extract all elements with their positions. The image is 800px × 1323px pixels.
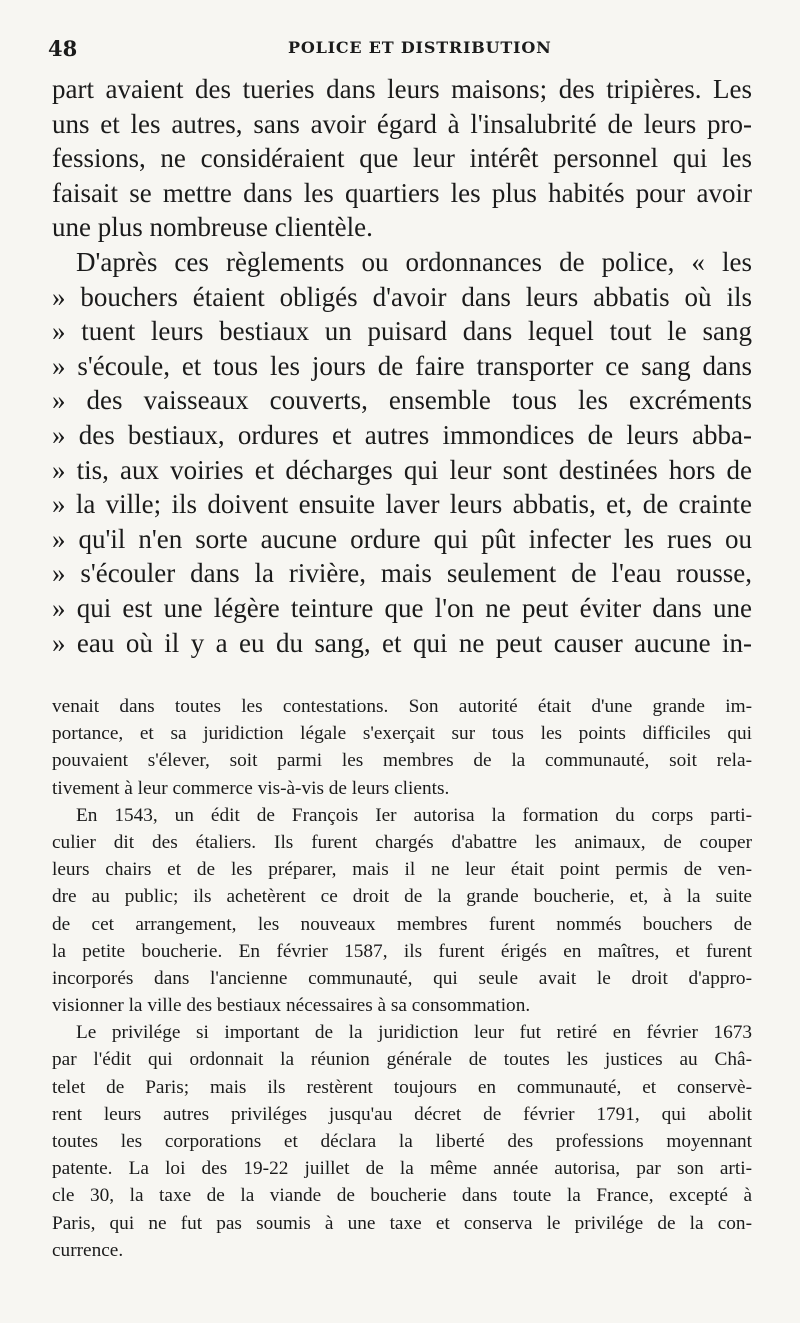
note-line: incorporés dans l'ancienne communauté, qui seule avait le droit d'appro- <box>52 967 752 989</box>
page-header <box>48 36 768 66</box>
text-line: » qui est une légère teinture que l'on ne peut éviter dans une <box>52 592 752 623</box>
note-line: En 1543, un édit de François Ier autorisa la formation du corps parti- <box>76 804 752 826</box>
note-line: culier dit des étaliers. Ils furent chargés d'abattre les animaux, de couper <box>52 831 752 853</box>
text-line: » bouchers étaient obligés d'avoir dans leurs abbatis où ils <box>52 281 752 312</box>
running-head: POLICE ET DISTRIBUTION <box>288 38 552 57</box>
note-line: Le privilége si important de la juridiction leur fut retiré en février 1673 <box>76 1022 752 1044</box>
note-line: toutes les corporations et déclara la liberté des professions moyennant <box>52 1131 752 1152</box>
text-line: » eau où il y a eu du sang, et qui ne peut causer aucune in- <box>52 627 752 658</box>
main-text <box>52 72 752 660</box>
text-line: » des bestiaux, ordures et autres immondices de leurs abba- <box>52 419 752 450</box>
text-line: part avaient des tueries dans leurs maisons; des tripières. Les <box>52 74 752 104</box>
note-line: tivement à leur commerce vis-à-vis de leurs clients. <box>52 777 450 799</box>
note-line: de cet arrangement, les nouveaux membres furent nommés bouchers de <box>52 913 752 935</box>
text-line: D'après ces règlements ou ordonnances de police, « les <box>76 246 752 277</box>
text-line: faisait se mettre dans les quartiers les plus habités pour avoir <box>52 177 752 208</box>
text-line: une plus nombreuse clientèle. <box>52 212 373 243</box>
text-line: » s'écoule, et tous les jours de faire transporter ce sang dans <box>52 350 752 381</box>
text-line: » tuent leurs bestiaux un puisard dans lequel tout le sang <box>52 316 752 347</box>
text-line: » la ville; ils doivent ensuite laver leurs abbatis, et, de crainte <box>52 489 752 520</box>
note-line: cle 30, la taxe de la viande de boucherie dans toute la France, excepté à <box>52 1185 752 1207</box>
note-line: dre au public; ils achetèrent ce droit de la grande boucherie, et, à la suite <box>52 886 752 908</box>
text-line: » tis, aux voiries et décharges qui leur sont destinées hors de <box>52 454 752 485</box>
text-line: fessions, ne considéraient que leur intérêt personnel qui les <box>52 143 752 174</box>
note-line: pouvaient s'élever, soit parmi les membres de la communauté, soit rela- <box>52 750 752 772</box>
note-line: la petite boucherie. En février 1587, ils furent érigés en maîtres, et furent <box>52 940 752 962</box>
text-line: uns et les autres, sans avoir égard à l'insalubrité de leurs pro- <box>52 108 752 139</box>
note-line: par l'édit qui ordonnait la réunion générale de toutes les justices au Châ- <box>52 1049 752 1071</box>
text-line: » des vaisseaux couverts, ensemble tous les excréments <box>52 385 752 416</box>
note-line: patente. La loi des 19-22 juillet de la même année autorisa, par son arti- <box>52 1158 752 1180</box>
text-line: » s'écouler dans la rivière, mais seulement de l'eau rousse, <box>52 558 752 589</box>
note-line: rent leurs autres priviléges jusqu'au décret de février 1791, qui abolit <box>52 1103 752 1125</box>
text-line: » qu'il n'en sorte aucune ordure qui pût infecter les rues ou <box>52 523 752 554</box>
note-line: currence. <box>52 1239 124 1261</box>
note-line: telet de Paris; mais ils restèrent toujours en communauté, et conservè- <box>52 1076 752 1098</box>
note-line: portance, et sa juridiction légale s'exerçait sur tous les points difficiles qui <box>52 723 752 745</box>
page-number: 48 <box>48 36 78 61</box>
note-line: visionner la ville des bestiaux nécessaires à sa consommation. <box>52 995 531 1017</box>
note-line: Paris, qui ne fut pas soumis à une taxe et conserva le privilége de la con- <box>52 1212 752 1234</box>
note-line: venait dans toutes les contestations. Son autorité était d'une grande im- <box>52 696 752 717</box>
note-text <box>52 693 752 1264</box>
note-line: leurs chairs et de les préparer, mais il ne leur était point permis de ven- <box>52 859 752 881</box>
